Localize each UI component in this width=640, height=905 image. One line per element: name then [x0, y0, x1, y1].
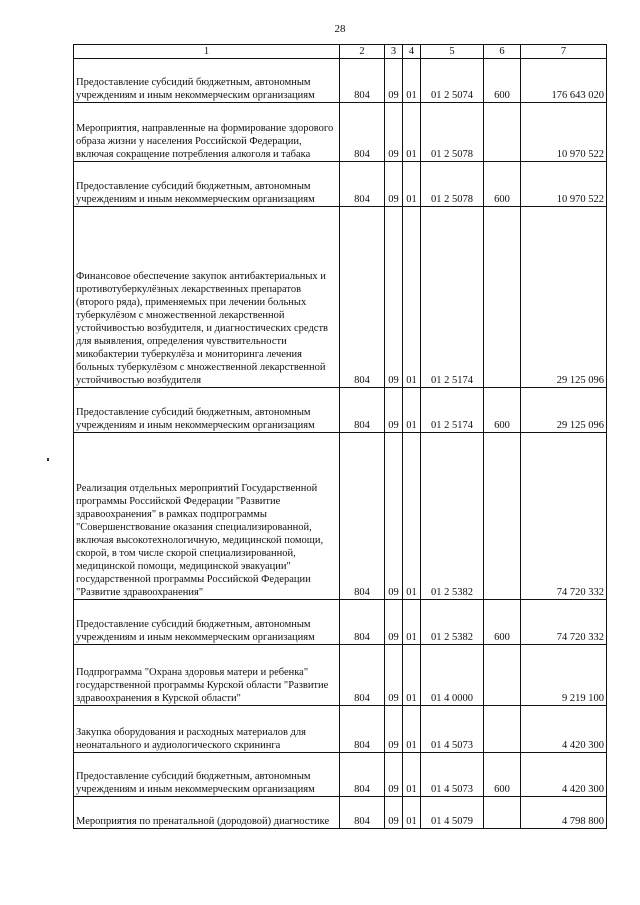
table-row [74, 103, 607, 162]
row-name: Предоставление субсидий бюджетным, автономным учреждениям и иным некоммерческим организациям [74, 59, 340, 103]
row-csr: 01 2 5382 [421, 433, 484, 600]
row-rz: 09 [385, 600, 403, 645]
row-rz: 09 [385, 797, 403, 829]
row-pr: 01 [403, 600, 421, 645]
table-row [74, 600, 607, 645]
header-cell: 3 [385, 45, 403, 59]
row-name: Предоставление субсидий бюджетным, автономным учреждениям и иным некоммерческим организациям [74, 162, 340, 207]
row-pr: 01 [403, 103, 421, 162]
row-name: Мероприятия, направленные на формирование здорового образа жизни у населения Российской Федерации, включая сокращение потребления алкоголя и табака [74, 103, 340, 162]
row-sum: 74 720 332 [521, 433, 607, 600]
row-name: Реализация отдельных мероприятий Государственной программы Российской Федерации "Развитие здравоохранения" в рамках подпрограммы "Совершенствование оказания специализированной, включая высокотехнологичную, медицинской помощи, скорой, в том числе скорой специализированной, медицинской помощи, медицинской эвакуации" государственной программы Российской Федерации "Развитие здравоохранения" [74, 433, 340, 600]
row-vr: 600 [484, 162, 521, 207]
row-sum: 4 420 300 [521, 706, 607, 753]
row-sum: 4 420 300 [521, 753, 607, 797]
row-pr: 01 [403, 797, 421, 829]
row-vr [484, 433, 521, 600]
row-pr: 01 [403, 207, 421, 388]
row-ved: 804 [340, 103, 385, 162]
row-csr: 01 2 5174 [421, 207, 484, 388]
row-ved: 804 [340, 433, 385, 600]
row-vr: 600 [484, 59, 521, 103]
row-csr: 01 4 0000 [421, 645, 484, 706]
row-csr: 01 2 5078 [421, 103, 484, 162]
row-csr: 01 2 5382 [421, 600, 484, 645]
row-rz: 09 [385, 433, 403, 600]
row-sum: 29 125 096 [521, 388, 607, 433]
row-ved: 804 [340, 645, 385, 706]
row-rz: 09 [385, 59, 403, 103]
row-sum: 74 720 332 [521, 600, 607, 645]
row-sum: 4 798 800 [521, 797, 607, 829]
row-ved: 804 [340, 207, 385, 388]
row-csr: 01 4 5073 [421, 753, 484, 797]
row-rz: 09 [385, 207, 403, 388]
row-ved: 804 [340, 706, 385, 753]
table-row [74, 645, 607, 706]
row-vr: 600 [484, 600, 521, 645]
row-name: Предоставление субсидий бюджетным, автономным учреждениям и иным некоммерческим организациям [74, 753, 340, 797]
table-row [74, 59, 607, 103]
row-vr [484, 645, 521, 706]
row-vr: 600 [484, 753, 521, 797]
row-name: Закупка оборудования и расходных материалов для неонатального и аудиологического скрининга [74, 706, 340, 753]
row-pr: 01 [403, 388, 421, 433]
row-rz: 09 [385, 706, 403, 753]
row-rz: 09 [385, 753, 403, 797]
table-row [74, 433, 607, 600]
row-sum: 10 970 522 [521, 103, 607, 162]
table-row [74, 162, 607, 207]
row-name: Предоставление субсидий бюджетным, автономным учреждениям и иным некоммерческим организациям [74, 600, 340, 645]
table-row [74, 753, 607, 797]
row-pr: 01 [403, 59, 421, 103]
table-row [74, 388, 607, 433]
row-rz: 09 [385, 388, 403, 433]
row-pr: 01 [403, 433, 421, 600]
row-vr [484, 706, 521, 753]
row-pr: 01 [403, 706, 421, 753]
row-vr [484, 103, 521, 162]
table-row [74, 797, 607, 829]
row-csr: 01 2 5174 [421, 388, 484, 433]
row-ved: 804 [340, 59, 385, 103]
row-vr [484, 207, 521, 388]
stray-mark [47, 458, 49, 461]
header-row [74, 45, 607, 59]
row-name: Финансовое обеспечение закупок антибактериальных и противотуберкулёзных лекарственных препаратов (второго ряда), применяемых при лечении больных туберкулёзом с множественной лекарственной устойчивостью возбудителя, и диагностических средств для выявления, определения чувствительности микобактерии туберкулёза и мониторинга лечения больных туберкулёзом с множественной лекарственной устойчивостью возбудителя [74, 207, 340, 388]
row-rz: 09 [385, 162, 403, 207]
row-sum: 10 970 522 [521, 162, 607, 207]
row-pr: 01 [403, 753, 421, 797]
row-ved: 804 [340, 600, 385, 645]
row-name: Подпрограмма "Охрана здоровья матери и ребенка" государственной программы Курской области "Развитие здравоохранения в Курской области" [74, 645, 340, 706]
row-vr [484, 797, 521, 829]
row-ved: 804 [340, 162, 385, 207]
row-ved: 804 [340, 388, 385, 433]
row-rz: 09 [385, 103, 403, 162]
table-row [74, 207, 607, 388]
row-pr: 01 [403, 645, 421, 706]
page-number: 28 [334, 23, 346, 35]
row-csr: 01 2 5078 [421, 162, 484, 207]
row-rz: 09 [385, 645, 403, 706]
header-cell: 4 [403, 45, 421, 59]
table-row [74, 706, 607, 753]
row-ved: 804 [340, 797, 385, 829]
header-cell: 2 [340, 45, 385, 59]
row-csr: 01 2 5074 [421, 59, 484, 103]
row-ved: 804 [340, 753, 385, 797]
row-sum: 9 219 100 [521, 645, 607, 706]
row-name: Мероприятия по пренатальной (дородовой) диагностике [74, 797, 340, 829]
row-pr: 01 [403, 162, 421, 207]
header-cell: 5 [421, 45, 484, 59]
header-cell: 6 [484, 45, 521, 59]
row-name: Предоставление субсидий бюджетным, автономным учреждениям и иным некоммерческим организациям [74, 388, 340, 433]
budget-table [73, 44, 607, 829]
row-vr: 600 [484, 388, 521, 433]
row-sum: 176 643 020 [521, 59, 607, 103]
row-csr: 01 4 5079 [421, 797, 484, 829]
row-sum: 29 125 096 [521, 207, 607, 388]
header-cell: 7 [521, 45, 607, 59]
header-cell: 1 [74, 45, 340, 59]
row-csr: 01 4 5073 [421, 706, 484, 753]
